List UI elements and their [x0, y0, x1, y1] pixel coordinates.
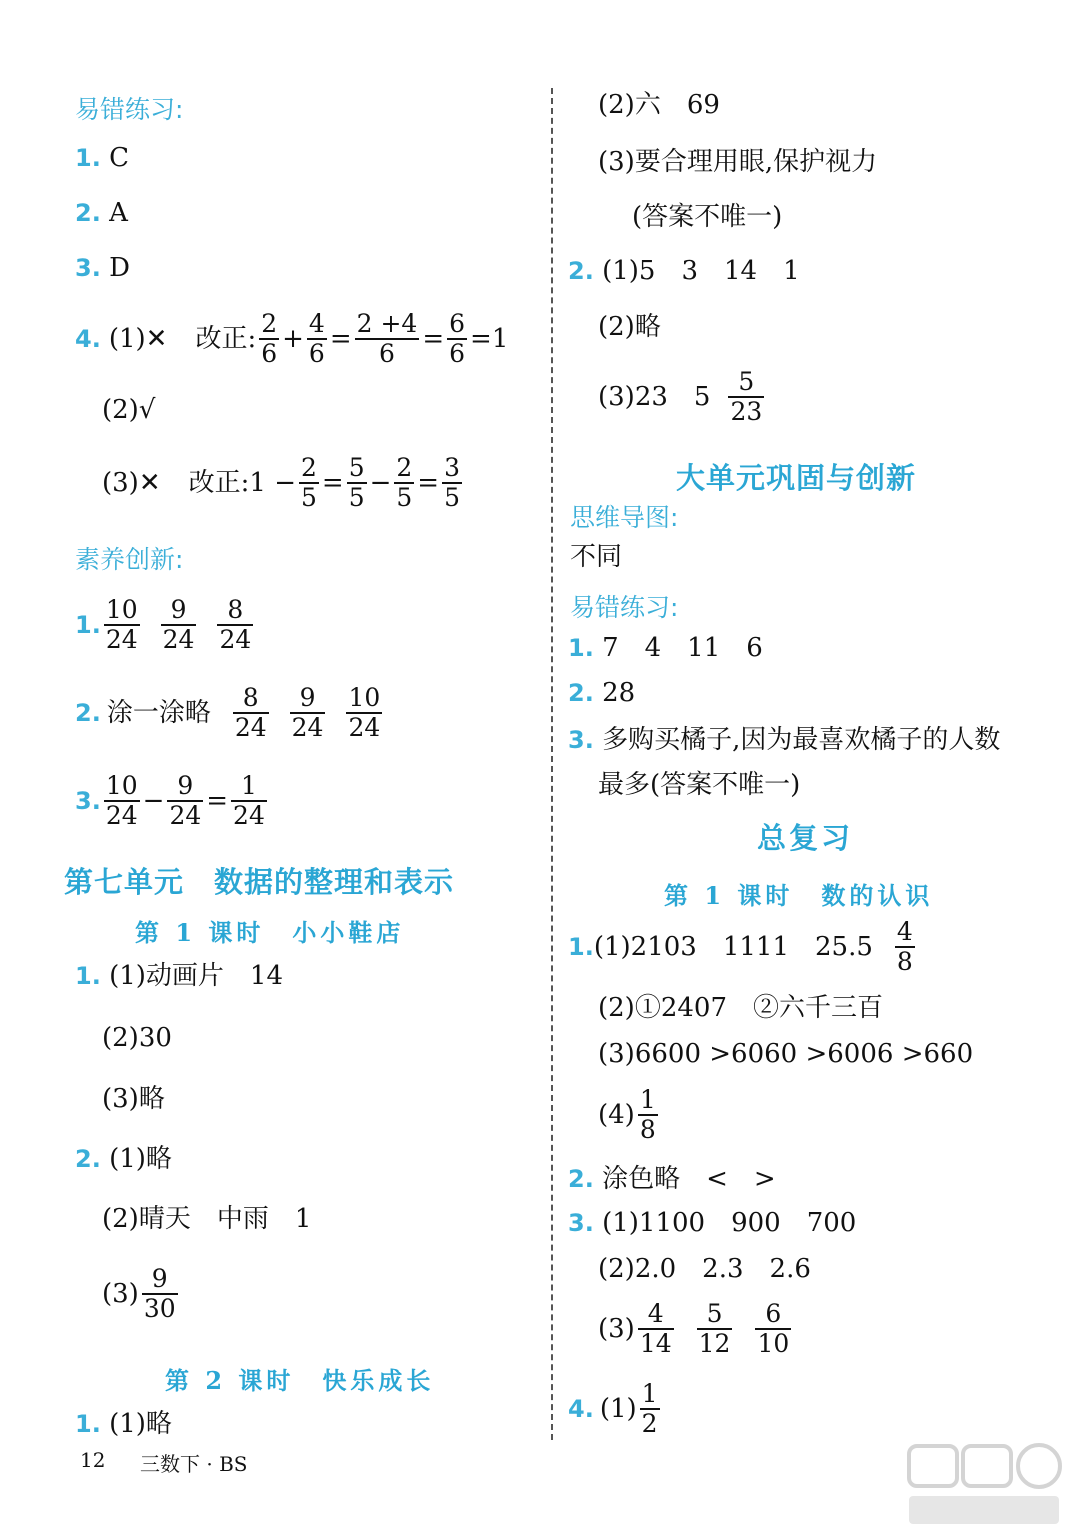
item-number: 4. — [75, 324, 101, 353]
book-label: 三数下 · BS — [140, 1452, 248, 1476]
fraction: $\frac{2}{6}$ — [261, 309, 278, 368]
answer-item — [598, 1300, 794, 1358]
answer-item-s1 — [75, 596, 256, 654]
answer-item — [598, 1086, 661, 1144]
answer-text: 不同 — [570, 542, 623, 572]
watermark-logo — [905, 1440, 1065, 1530]
answer-text: (2)30 — [102, 1023, 172, 1053]
fraction: $\frac{10}{24}$ — [348, 683, 381, 742]
answer-text: (2)略 — [598, 312, 661, 342]
answer-text: (1)略 — [109, 1409, 172, 1439]
lesson-title: 第 1 课时 小小鞋店 — [135, 918, 405, 947]
item-number: 2. — [75, 1145, 101, 1173]
fraction: $\frac{2}{5}$ — [300, 453, 317, 512]
answer-text: (1) — [599, 1393, 637, 1424]
answer-text: (1)略 — [109, 1144, 172, 1174]
fraction: $\frac{2 +4}{6}$ — [356, 309, 418, 368]
answer-item — [598, 368, 767, 426]
answer-item — [568, 678, 635, 708]
answer-note: (答案不唯一) — [632, 202, 783, 232]
item-number: 3. — [568, 726, 594, 754]
answer-text: (3)略 — [102, 1084, 165, 1114]
unit-title: 第七单元 数据的整理和表示 — [64, 865, 455, 899]
section-title-siwei: 思维导图: — [570, 503, 679, 532]
correction-label: 改正: — [195, 323, 257, 354]
answer-item-4-3 — [102, 454, 465, 512]
fraction: $\frac{4}{6}$ — [308, 309, 325, 368]
answer-text: (4) — [598, 1099, 635, 1130]
column-divider — [551, 88, 553, 1440]
answer-text: (1)动画片 14 — [109, 961, 284, 991]
fraction: $\frac{2}{5}$ — [396, 453, 413, 512]
item-number: 4. — [568, 1394, 594, 1423]
answer-text: (3)23 5 — [598, 381, 711, 412]
answer-item — [568, 1208, 856, 1238]
answer-item-4-1 — [75, 310, 508, 368]
answer-item — [75, 253, 130, 283]
fraction: $\frac{4}{14}$ — [639, 1299, 672, 1358]
answer-text: 涂色略 < > — [602, 1164, 776, 1194]
fraction: $\frac{9}{24}$ — [291, 683, 324, 742]
answer-item — [75, 961, 283, 991]
fraction: $\frac{8}{24}$ — [219, 595, 252, 654]
section-title-yicuo: 易错练习: — [570, 593, 679, 622]
answer-text: (3) — [598, 1313, 635, 1344]
fraction: $\frac{5}{23}$ — [730, 367, 763, 426]
page-number: 12 — [80, 1448, 106, 1472]
fraction: $\frac{4}{8}$ — [896, 917, 913, 976]
item-number: 1. — [568, 634, 594, 662]
review-title: 总复习 — [757, 821, 854, 855]
section-title-suyang: 素养创新: — [75, 545, 184, 574]
fraction: $\frac{6}{6}$ — [449, 309, 466, 368]
answer-text: C — [109, 143, 129, 173]
fraction: $\frac{5}{5}$ — [348, 453, 365, 512]
answer-text: (1)✕ — [108, 323, 168, 354]
fraction: $\frac{9}{24}$ — [169, 771, 202, 830]
operator: = — [206, 785, 229, 816]
answer-text: (2)①2407 ②六千三百 — [598, 993, 883, 1023]
fraction: $\frac{6}{10}$ — [757, 1299, 790, 1358]
item-number: 2. — [568, 679, 594, 707]
big-unit-title: 大单元巩固与创新 — [676, 461, 917, 495]
answer-item-4-2: (2)√ — [102, 395, 156, 425]
answer-item — [568, 725, 1000, 755]
answer-item — [102, 1265, 181, 1323]
answer-text: (3)要合理用眼,保护视力 — [598, 147, 878, 177]
item-number: 3. — [568, 1209, 594, 1237]
answer-text: (2)2.0 2.3 2.6 — [598, 1254, 811, 1284]
item-number: 2. — [75, 698, 101, 727]
section-title-yicuo: 易错练习: — [75, 95, 184, 124]
operator: − — [369, 467, 392, 498]
answer-text: 多购买橘子,因为最喜欢橘子的人数 — [602, 725, 1001, 755]
item-number: 2. — [75, 199, 101, 227]
fraction: $\frac{5}{12}$ — [698, 1299, 731, 1358]
fraction: $\frac{10}{24}$ — [105, 771, 138, 830]
answer-text: (1)1100 900 700 — [602, 1208, 857, 1238]
correction-label: 改正:1 − — [188, 467, 296, 498]
fraction: $\frac{8}{24}$ — [234, 683, 267, 742]
fraction: $\frac{1}{24}$ — [233, 771, 265, 830]
answer-text: 最多(答案不唯一) — [598, 770, 801, 800]
answer-text: 涂一涂略 — [106, 697, 211, 728]
operator: + — [282, 323, 304, 354]
item-number: 1. — [75, 1410, 101, 1438]
item-number: 2. — [568, 257, 594, 285]
operator: − — [142, 785, 165, 816]
operator: = — [329, 323, 352, 354]
answer-text: (2)六 69 — [598, 90, 720, 120]
answer-item — [75, 198, 128, 228]
answer-item — [75, 143, 129, 173]
answer-item — [568, 256, 800, 286]
operator: = — [422, 323, 445, 354]
fraction: $\frac{3}{5}$ — [444, 453, 460, 512]
fraction: $\frac{9}{24}$ — [162, 595, 195, 654]
item-number: 2. — [568, 1165, 594, 1193]
answer-text: 7 4 11 6 — [602, 633, 763, 663]
answer-item — [75, 1409, 172, 1439]
answer-text: D — [109, 253, 130, 283]
answer-item — [568, 918, 918, 976]
item-number: 1. — [75, 962, 101, 990]
answer-item-s2 — [75, 684, 385, 742]
fraction: $\frac{9}{30}$ — [143, 1264, 176, 1323]
answer-item — [568, 1164, 776, 1194]
item-number: 3. — [75, 254, 101, 282]
answer-item — [568, 1380, 663, 1438]
answer-text: (3)6600 >6060 >6006 >660 — [598, 1039, 974, 1069]
fraction: $\frac{10}{24}$ — [105, 595, 138, 654]
answer-text: (3)✕ — [102, 467, 161, 498]
item-number: 1. — [568, 932, 594, 961]
answer-text: A — [109, 198, 128, 228]
operator: = — [417, 467, 440, 498]
item-number: 1. — [75, 610, 101, 639]
fraction: $\frac{1}{8}$ — [639, 1085, 656, 1144]
answer-item — [568, 633, 763, 663]
lesson-title: 第 1 课时 数的认识 — [664, 881, 934, 910]
answer-text: (3) — [102, 1278, 139, 1309]
answer-item-s3 — [75, 772, 270, 830]
operator: = — [321, 467, 344, 498]
answer-text: 28 — [602, 678, 636, 708]
item-number: 1. — [75, 144, 101, 172]
answer-text: (2)晴天 中雨 1 — [102, 1204, 312, 1234]
lesson-title: 第 2 课时 快乐成长 — [165, 1366, 435, 1395]
result: =1 — [470, 323, 509, 354]
answer-text: (1)2103 1111 25.5 — [593, 931, 873, 962]
answer-item — [75, 1144, 172, 1174]
fraction: $\frac{1}{2}$ — [641, 1379, 658, 1438]
item-number: 3. — [75, 786, 101, 815]
answer-text: (1)5 3 14 1 — [602, 256, 800, 286]
